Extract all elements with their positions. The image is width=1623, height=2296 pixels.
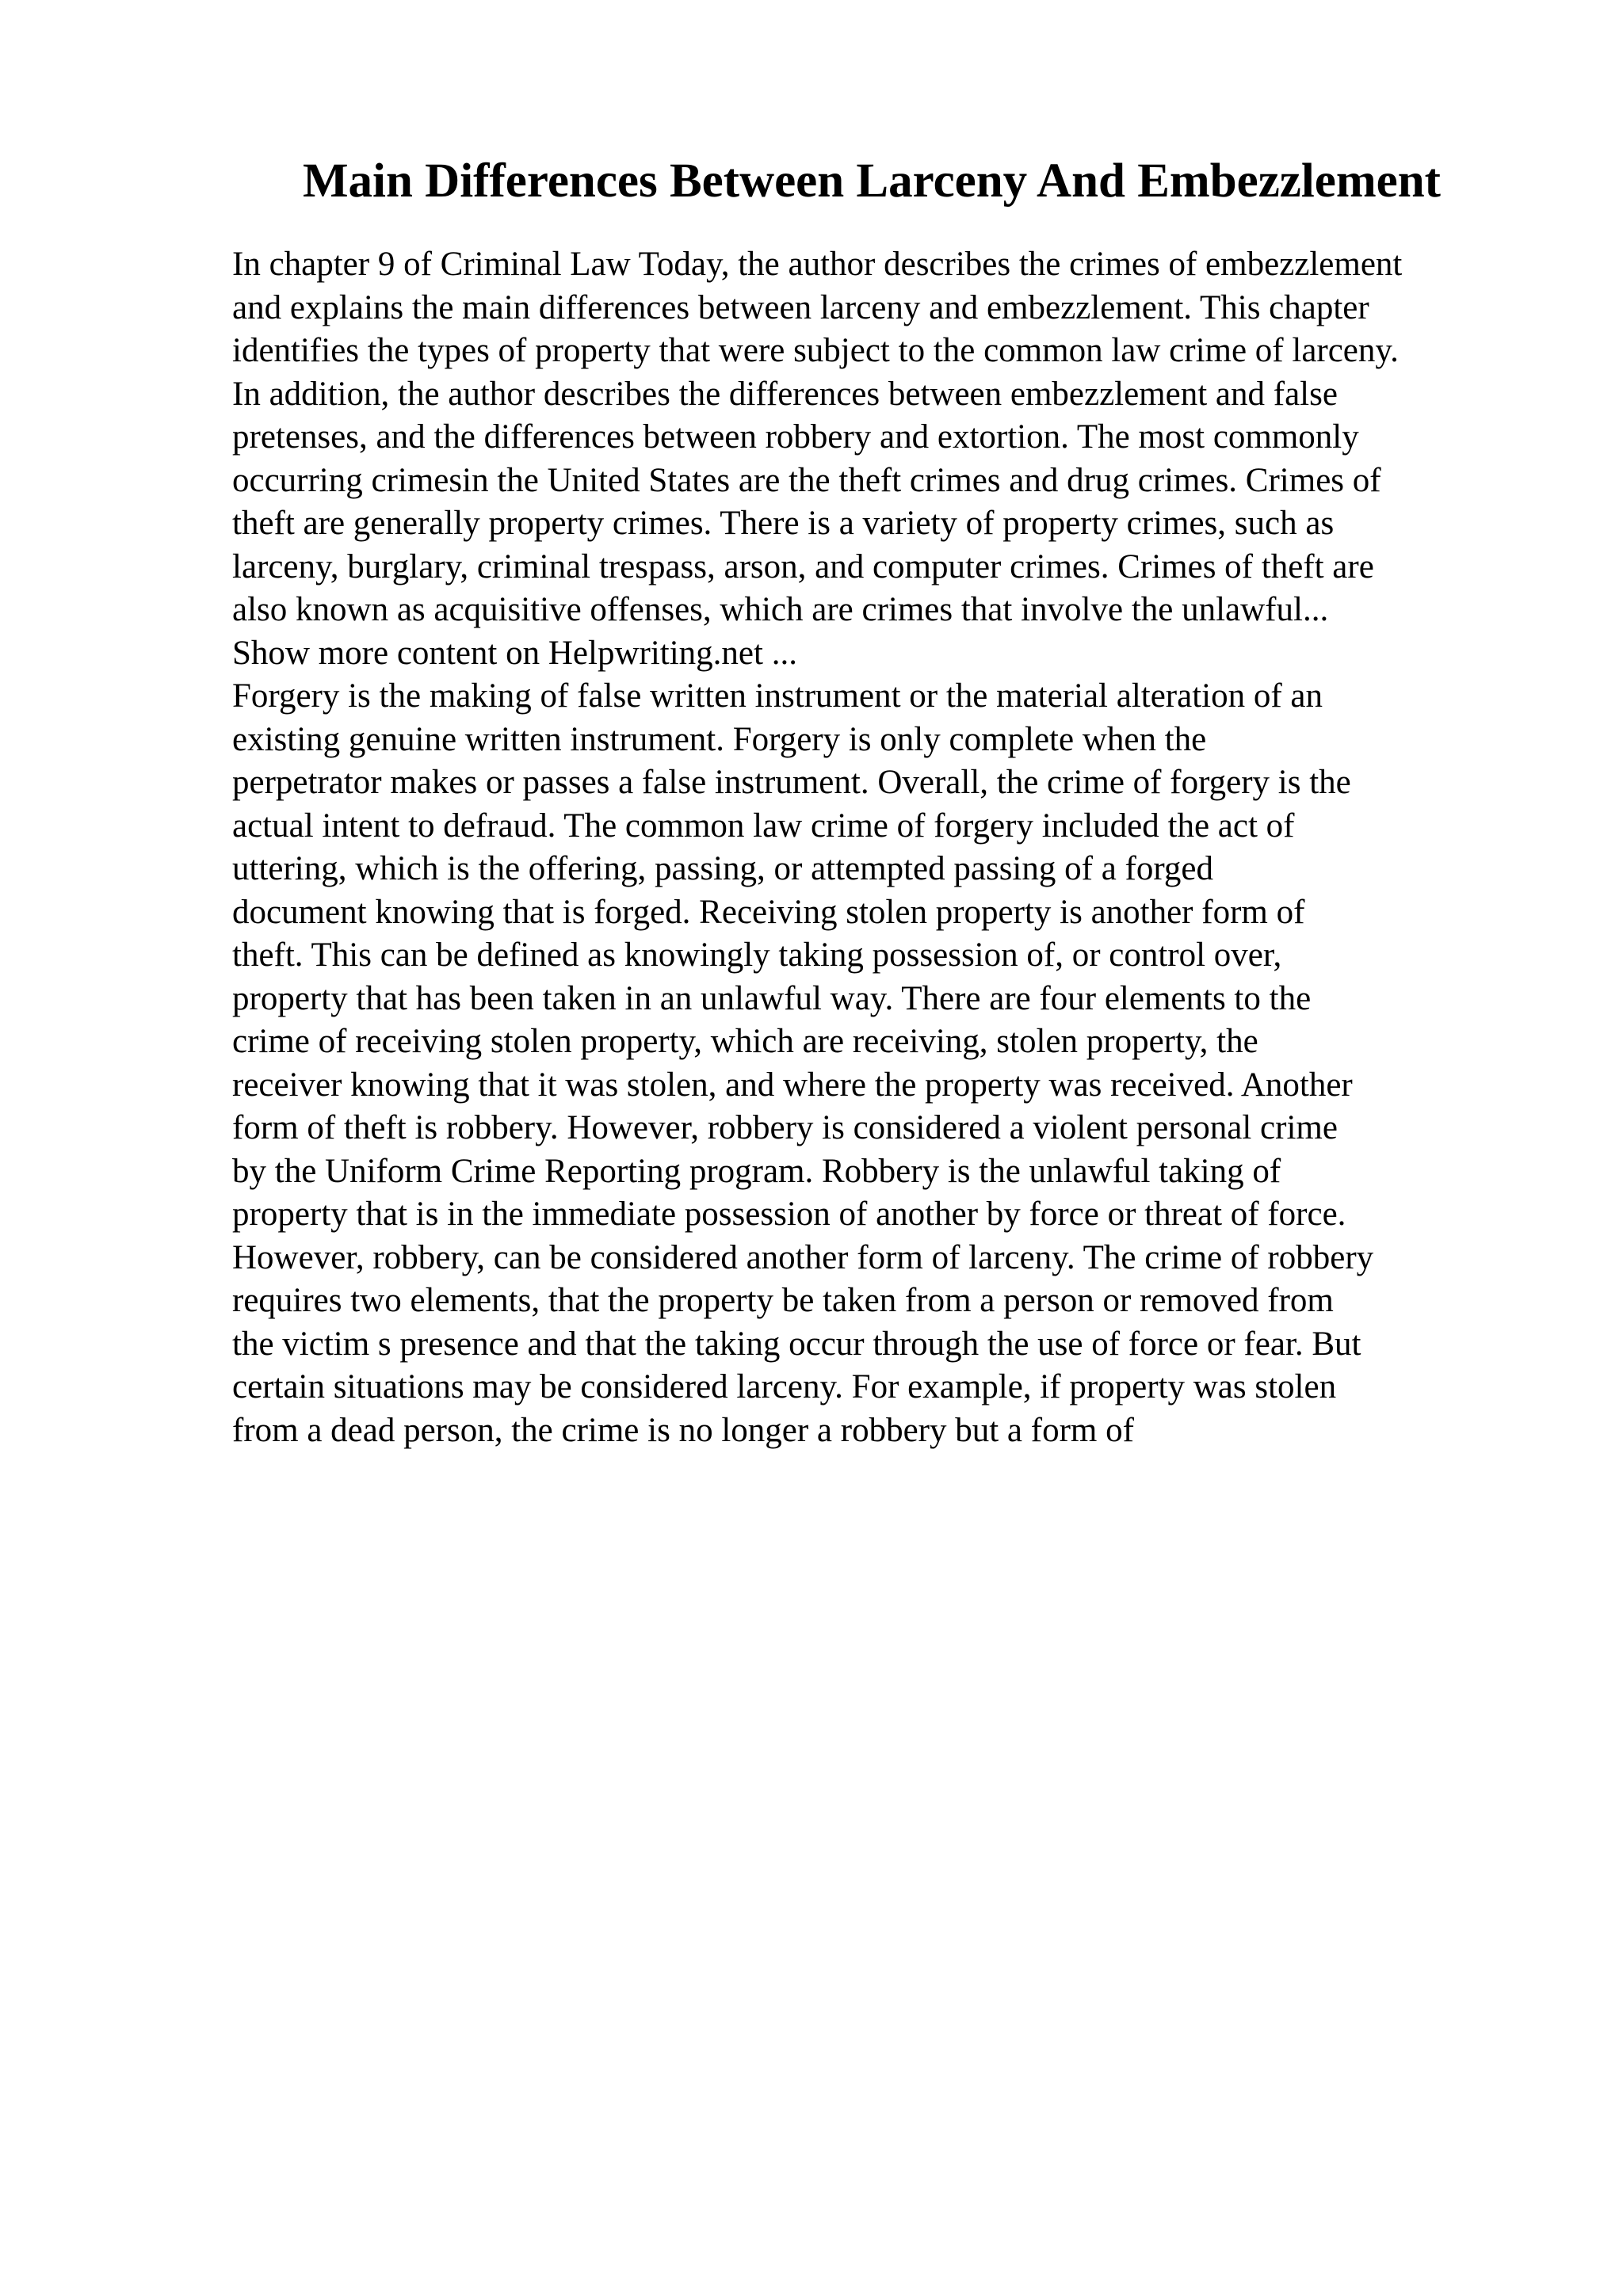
text-line: However, robbery, can be considered another form of larceny. The crime of robbery: [232, 1238, 1374, 1276]
text-line: crime of receiving stolen property, which are receiving, stolen property, the: [232, 1023, 1258, 1060]
text-line: and explains the main differences between larceny and embezzlement. This chapter: [232, 288, 1369, 326]
text-line: by the Uniform Crime Reporting program. Robbery is the unlawful taking of: [232, 1152, 1281, 1190]
text-line: actual intent to defraud. The common law crime of forgery included the act of: [232, 807, 1295, 845]
text-line: In chapter 9 of Criminal Law Today, the author describes the crimes of embezzlement: [232, 246, 1403, 283]
text-line: pretenses, and the differences between robbery and extortion. The most commonly: [232, 418, 1359, 456]
text-line: theft. This can be defined as knowingly taking possession of, or control over,: [232, 936, 1282, 974]
text-line: occurring crimesin the United States are the theft crimes and drug crimes. Crimes of: [232, 461, 1381, 499]
text-line: uttering, which is the offering, passing, or attempted passing of a forged: [232, 850, 1213, 887]
text-line: Forgery is the making of false written instrument or the material alteration of an: [232, 677, 1323, 715]
text-line: also known as acquisitive offenses, which are crimes that involve the unlawful...: [232, 591, 1329, 628]
text-line: document knowing that is forged. Receiving stolen property is another form of: [232, 893, 1305, 931]
text-line: property that is in the immediate possession of another by force or threat of force.: [232, 1196, 1346, 1233]
text-line: the victim s presence and that the taking occur through the use of force or fear. But: [232, 1325, 1361, 1363]
text-line: larceny, burglary, criminal trespass, arson, and computer crimes. Crimes of theft are: [232, 547, 1374, 585]
text-line: theft are generally property crimes. There is a variety of property crimes, such as: [232, 505, 1335, 542]
text-line: property that has been taken in an unlawful way. There are four elements to the: [232, 979, 1312, 1017]
document-title: Main Differences Between Larceny And Embezzlement: [302, 154, 1442, 208]
text-line: from a dead person, the crime is no longer a robbery but a form of: [232, 1411, 1134, 1449]
text-line: identifies the types of property that were subject to the common law crime of larceny.: [232, 332, 1399, 369]
text-line: existing genuine written instrument. Forgery is only complete when the: [232, 720, 1207, 758]
document-body: [232, 243, 1579, 1452]
text-line: requires two elements, that the property be taken from a person or removed from: [232, 1282, 1334, 1319]
text-line: perpetrator makes or passes a false instrument. Overall, the crime of forgery is the: [232, 764, 1351, 801]
text-line: form of theft is robbery. However, robbery is considered a violent personal crime: [232, 1109, 1338, 1146]
text-line: In addition, the author describes the differences between embezzlement and false: [232, 375, 1338, 413]
show-more-line: Show more content on Helpwriting.net ...: [232, 634, 797, 672]
text-line: certain situations may be considered larceny. For example, if property was stolen: [232, 1368, 1337, 1405]
text-line: receiver knowing that it was stolen, and where the property was received. Another: [232, 1066, 1353, 1104]
